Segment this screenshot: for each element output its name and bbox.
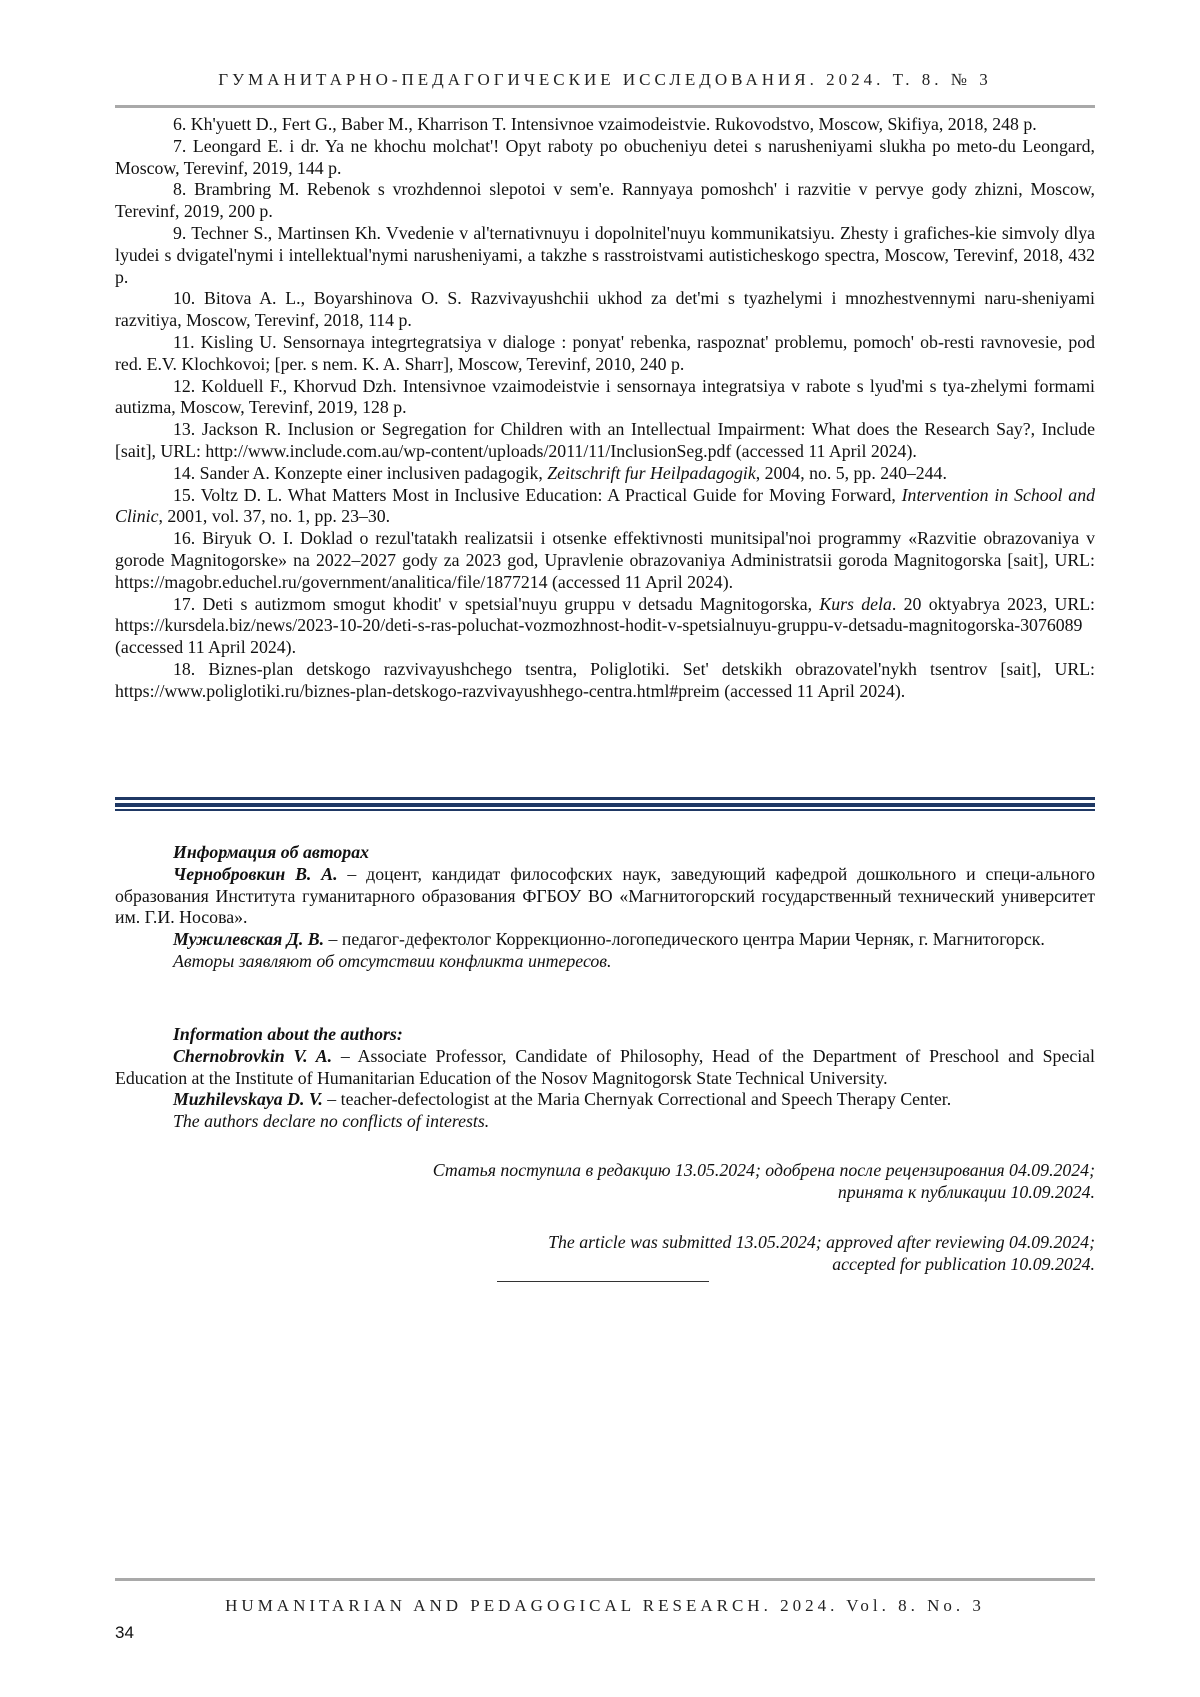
author-name: Muzhilevskaya D. V. — [173, 1089, 323, 1110]
reference-item: 6. Kh'yuett D., Fert G., Baber M., Kharrison T. Intensivnoe vzaimodeistvie. Rukovodstvo, Moscow, Skifiya, 2018, 248 p. — [173, 114, 1037, 134]
article-dates-ru — [115, 1160, 1095, 1204]
reference-item: 16. Biryuk O. I. Doklad o rezul'tatakh realizatsii i otsenke effektivnosti munitsipal'noi programmy «Razvitie obrazovaniya v gorode Magnitogorske» na 2022–2027 gody za 2023 god, Upravlenie obrazovaniya Administratsii goroda Magnitogorska [sait], URL: https://magobr.educhel.ru/government/analitica/file/1877214 (accessed 11 April 2024). — [115, 528, 1095, 592]
author-entry: Мужилевская Д. В. – педагог-дефектолог Коррекционно-логопедического центра Марии Черняк, г. Магнитогорск. — [173, 929, 1045, 950]
footer-rule — [115, 1578, 1095, 1581]
reference-item: 8. Brambring M. Rebenok s vrozhdennoi slepotoi v sem'e. Rannyaya pomoshch' i razvitie v pervye gody zhizni, Moscow, Terevinf, 2019, 200 p. — [115, 179, 1095, 222]
author-entry: Chernobrovkin V. A. – Associate Professor, Candidate of Philosophy, Head of the Department of Preschool and Special Education at the Institute of Humanitarian Education of the Nosov Magnitogorsk State Technical University. — [115, 1045, 1096, 1088]
authors-info-en — [115, 1024, 1095, 1133]
dates-line: The article was submitted 13.05.2024; approved after reviewing 04.09.2024; — [548, 1232, 1095, 1252]
page-number: 34 — [115, 1623, 134, 1642]
authors-heading-en: Information about the authors: — [173, 1024, 403, 1044]
dates-line: accepted for publication 10.09.2024. — [832, 1253, 1095, 1274]
references-list — [115, 114, 1095, 703]
reference-item: 17. Deti s autizmom smogut khodit' v spetsial'nuyu gruppu v detsadu Magnitogorska, Kurs dela. 20 oktyabrya 2023, URL: https://kursdela.biz/news/2023-10-20/deti-s-ras-poluchat-vozmozhnost-hodit-v-spetsialnuyu-gruppu-v-detsadu-magnitogorska-3076089 (accessed 11 April 2024). — [115, 593, 1095, 658]
journal-title: Kurs dela — [819, 593, 892, 614]
author-entry: Muzhilevskaya D. V. – teacher-defectologist at the Maria Chernyak Correctional and Speech Therapy Center. — [173, 1089, 952, 1110]
authors-info-ru — [115, 842, 1095, 973]
authors-heading-ru: Информация об авторах — [173, 842, 369, 862]
reference-item: 15. Voltz D. L. What Matters Most in Inclusive Education: A Practical Guide for Moving Forward, Intervention in School and Clinic, 2001, vol. 37, no. 1, pp. 23–30. — [115, 484, 1095, 527]
reference-item: 11. Kisling U. Sensornaya integrtegratsiya v dialoge : ponyat' rebenka, raspoznat' problemu, pomoch' ob-resti ravnovesie, pod red. E.V. Klochkovoi; [per. s nem. K. A. Sharr], Moscow, Terevinf, 2010, 240 p. — [115, 331, 1095, 374]
author-name: Мужилевская Д. В. — [173, 929, 325, 950]
section-divider — [115, 797, 1095, 811]
reference-item: 9. Techner S., Martinsen Kh. Vvedenie v al'ternativnuyu i dopolnitel'nuyu kommunikatsiyu. Zhesty i grafiches-kie simvoly dlya lyudei s dvigatel'nymi i intellektual'nymi narusheniyami, a takzhe s rasstroistvami autisticheskogo spectra, Moscow, Terevinf, 2018, 432 p. — [115, 222, 1095, 287]
reference-item: 14. Sander A. Konzepte einer inclusiven padagogik, Zeitschrift fur Heilpadagogik, 2004, no. 5, pp. 240–244. — [173, 462, 947, 483]
author-name: Чернобровкин В. А. — [173, 863, 338, 884]
conflict-statement-en: The authors declare no conflicts of interests. — [173, 1111, 490, 1132]
author-entry: Чернобровкин В. А. – доцент, кандидат философских наук, заведующий кафедрой дошкольного и специ-ального образования Института гуманитарного образования ФГБОУ ВО «Магнитогорский государственный технический университет им. Г.И. Носова». — [115, 863, 1095, 928]
reference-item: 12. Kolduell F., Khorvud Dzh. Intensivnoe vzaimodeistvie i sensornaya integratsiya v rabote s lyud'mi s tya-zhelymi formami autizma, Moscow, Terevinf, 2019, 128 p. — [115, 375, 1095, 418]
end-of-article-rule — [497, 1281, 709, 1282]
reference-item: 18. Biznes-plan detskogo razvivayushchego tsentra, Poliglotiki. Set' detskikh obrazovatel'nykh tsentrov [sait], URL: https://www.poliglotiki.ru/biznes-plan-detskogo-razvivayushhego-centra.html#preim (accessed 11 April 2024). — [115, 658, 1095, 701]
reference-item: 7. Leongard E. i dr. Ya ne khochu molchat'! Opyt raboty po obucheniyu detei s narusheniyami slukha po meto-du Leongard, Moscow, Terevinf, 2019, 144 p. — [115, 135, 1095, 178]
conflict-statement-ru: Авторы заявляют об отсутствии конфликта интересов. — [173, 950, 612, 971]
journal-title: Intervention in School and Clinic — [115, 484, 1095, 527]
running-footer: HUMANITARIAN AND PEDAGOGICAL RESEARCH. 2024. Vol. 8. No. 3 — [225, 1596, 985, 1615]
journal-title: Zeitschrift fur Heilpadagogik — [547, 462, 756, 483]
article-dates-en — [115, 1232, 1095, 1276]
header-rule — [115, 105, 1095, 108]
dates-line: Статья поступила в редакцию 13.05.2024; одобрена после рецензирования 04.09.2024; — [432, 1160, 1095, 1180]
running-header: ГУМАНИТАРНО-ПЕДАГОГИЧЕСКИЕ ИССЛЕДОВАНИЯ. 2024. Т. 8. № 3 — [218, 70, 992, 89]
reference-item: 10. Bitova A. L., Boyarshinova O. S. Razvivayushchii ukhod za det'mi s tyazhelymi i mnozhestvennymi naru-sheniyami razvitiya, Moscow, Terevinf, 2018, 114 p. — [115, 288, 1095, 331]
dates-line: принята к публикации 10.09.2024. — [837, 1181, 1095, 1202]
reference-item: 13. Jackson R. Inclusion or Segregation for Children with an Intellectual Impairment: What does the Research Say?, Include [sait], URL: http://www.include.com.au/wp-content/uploads/2011/11/InclusionSeg.pdf (accessed 11 April 2024). — [115, 419, 1095, 461]
author-name: Chernobrovkin V. A. — [173, 1045, 333, 1066]
